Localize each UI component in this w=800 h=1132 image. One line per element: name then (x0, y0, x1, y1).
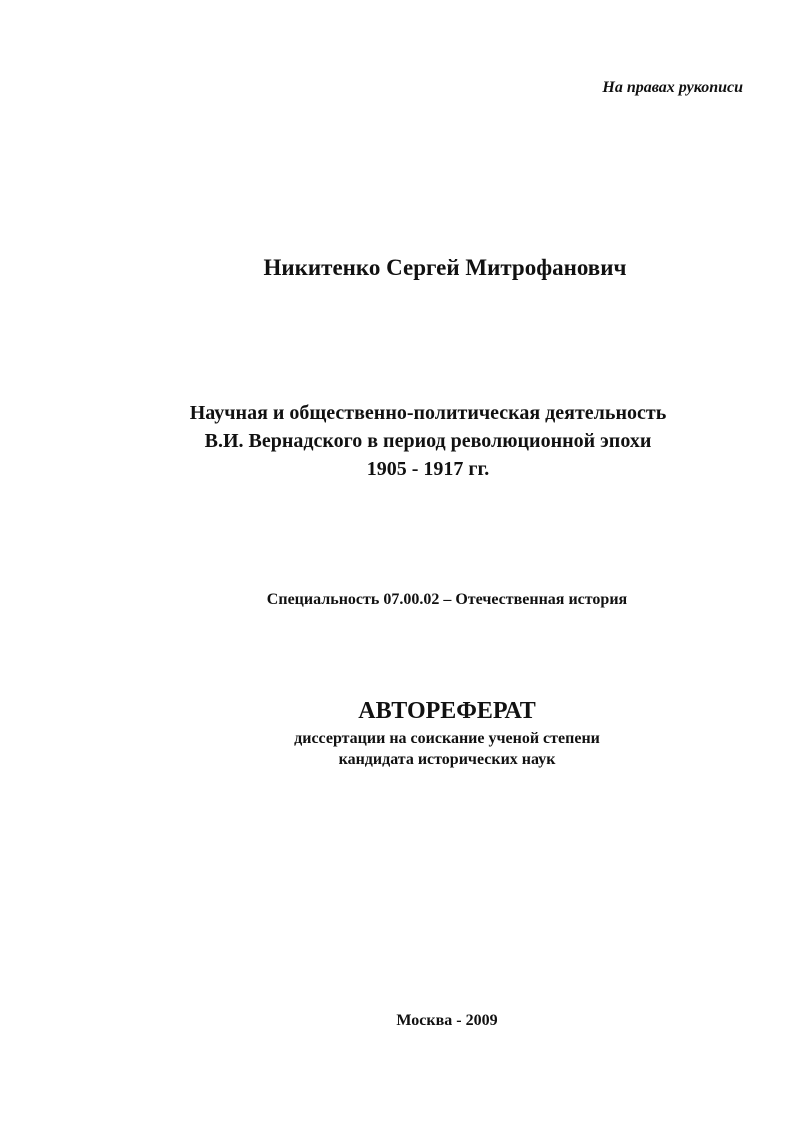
title-line-3: 1905 - 1917 гг. (366, 458, 490, 480)
title-line-1: Научная и общественно-политическая деятельность (189, 402, 667, 424)
dissertation-title (0, 399, 800, 483)
degree-line-2: кандидата исторических наук (338, 751, 556, 768)
rights-note: На правах рукописи (602, 79, 743, 96)
document-type: АВТОРЕФЕРАТ (358, 698, 536, 724)
place-year: Москва - 2009 (396, 1012, 498, 1029)
title-line-2: В.И. Вернадского в период революционной эпохи (204, 430, 652, 452)
degree-line-1: диссертации на соискание ученой степени (294, 730, 600, 747)
degree-description (0, 728, 800, 770)
specialty: Специальность 07.00.02 – Отечественная история (266, 591, 628, 608)
author-name: Никитенко Сергей Митрофанович (263, 255, 627, 280)
